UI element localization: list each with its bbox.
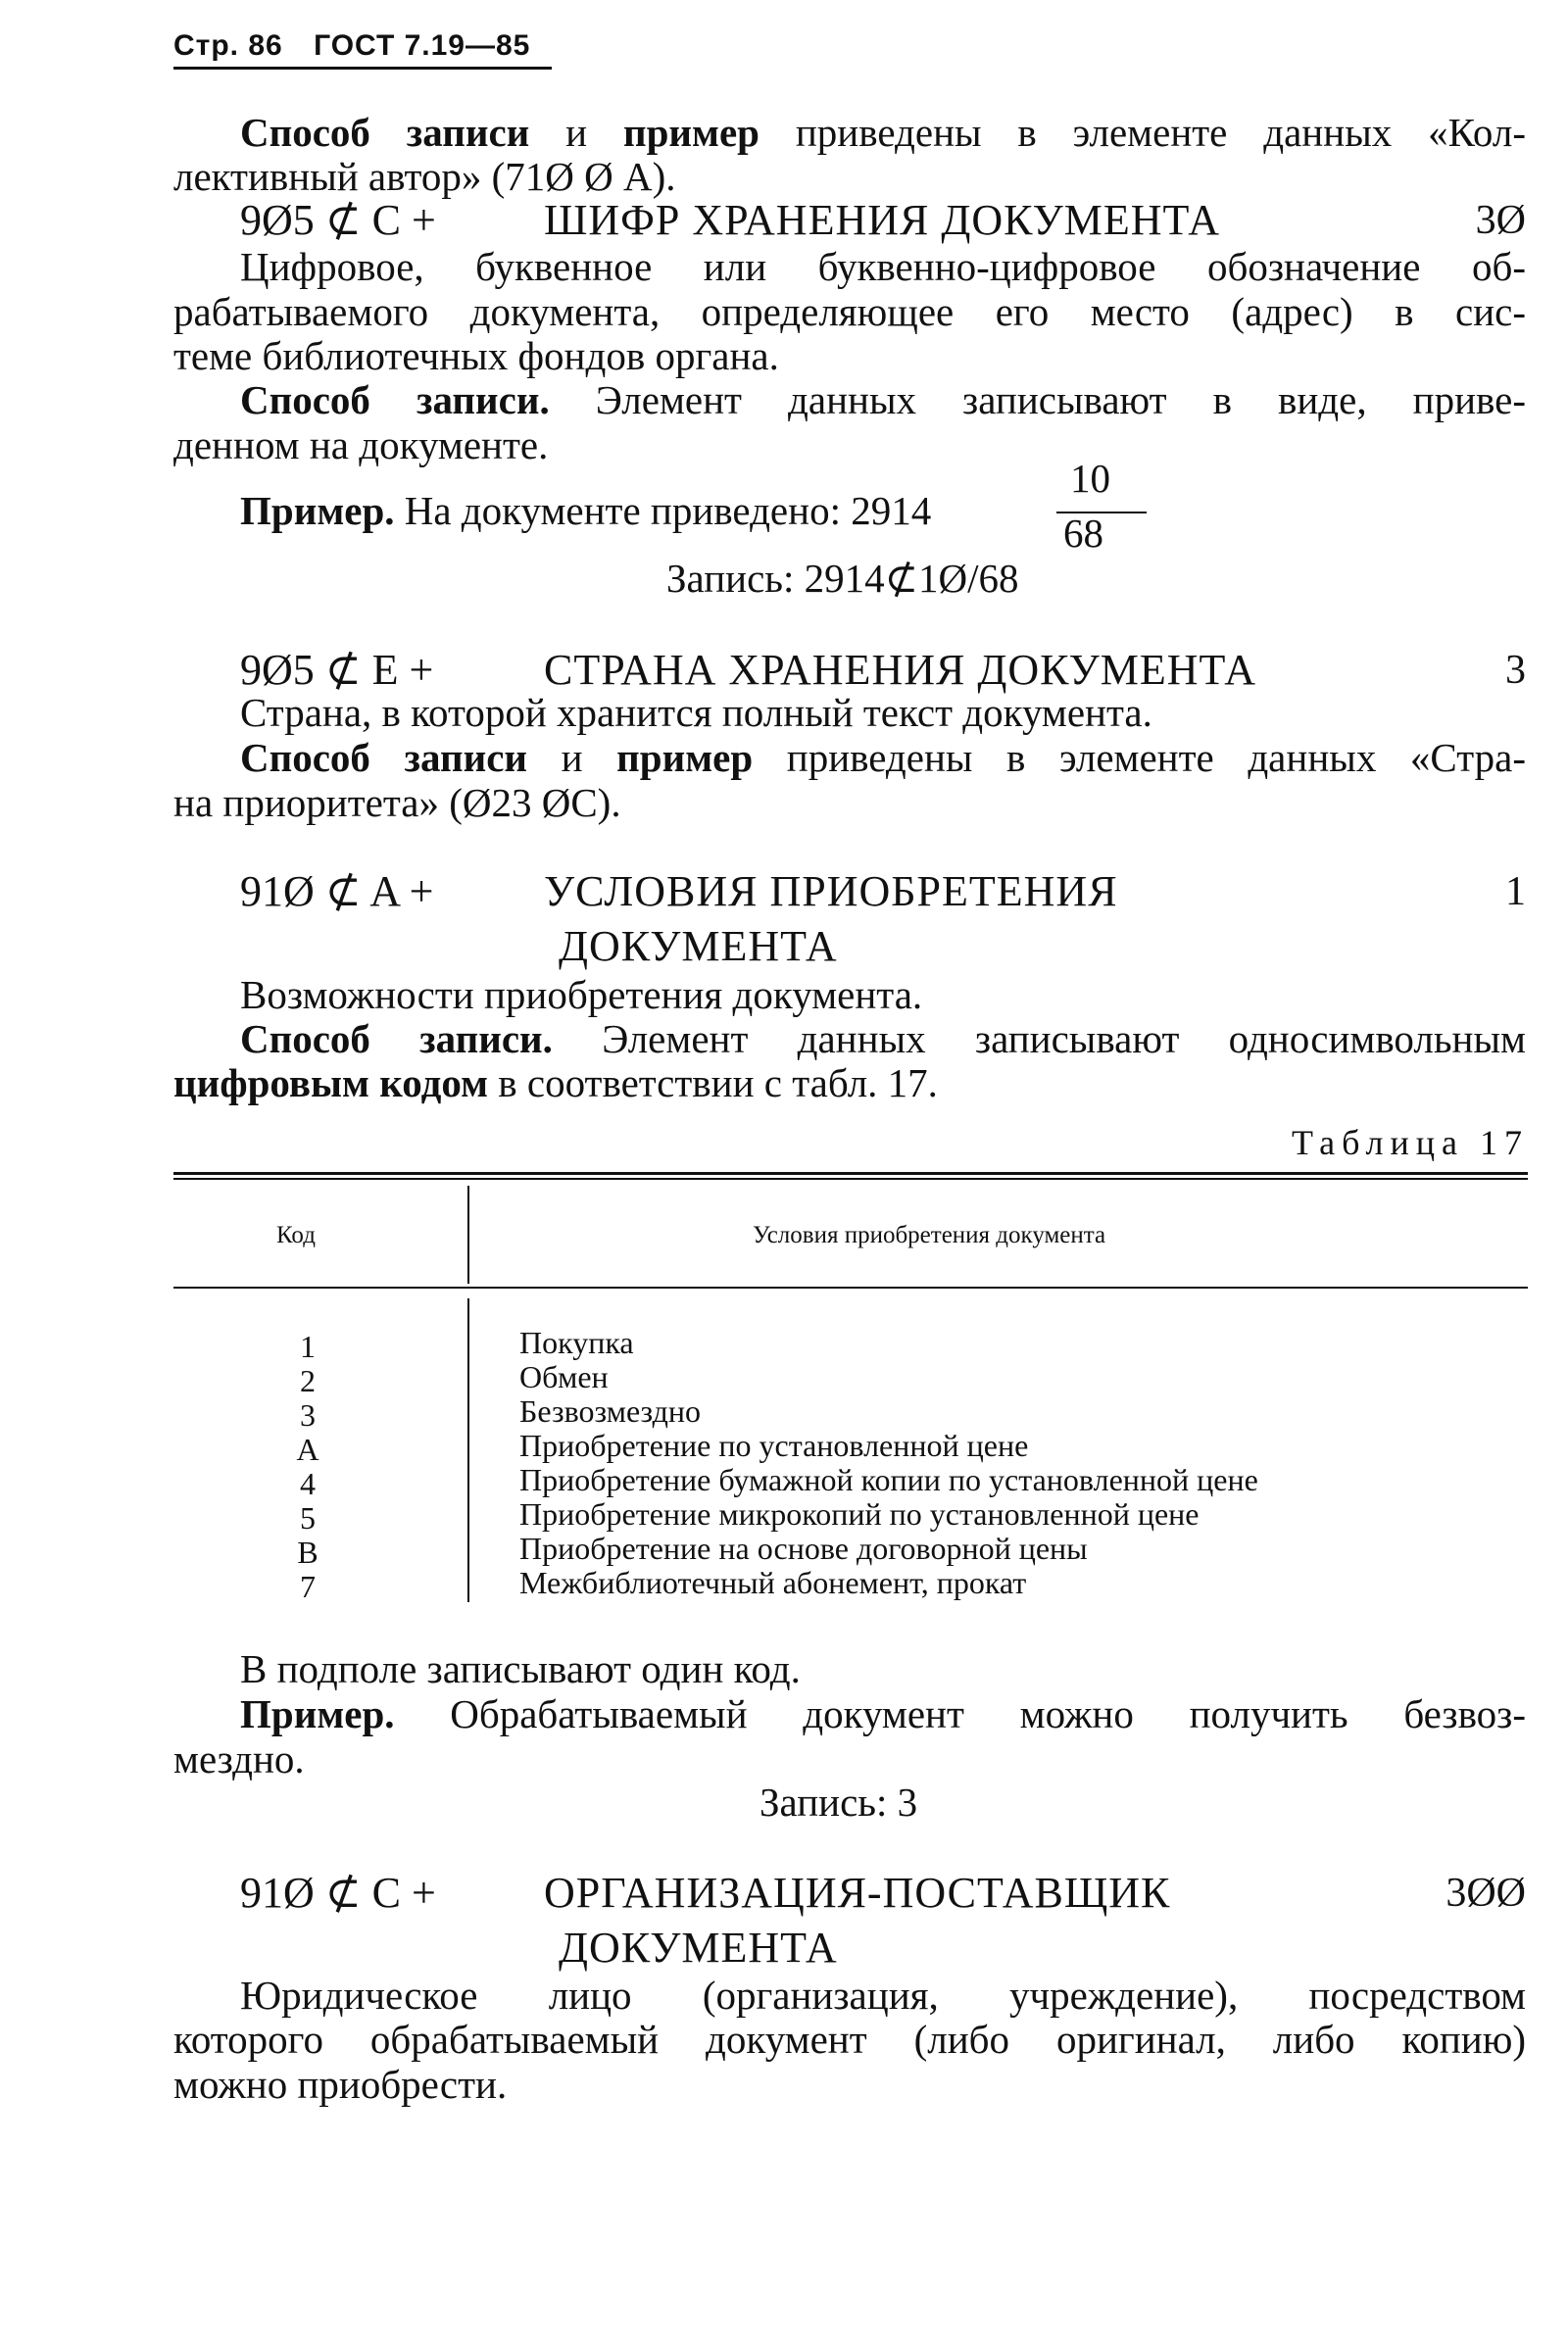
example-905c: Пример. На документе приведено: 2914 [240,488,932,533]
table-row-code: 3 [300,1397,316,1433]
desc-905c-line-1: Цифровое, буквенное или буквенно-цифровое обозначение об- [240,244,1526,289]
method-905e-line-1: Способ записи и пример приведены в элементе данных «Стра- [240,735,1526,780]
table-row-code: А [296,1432,319,1467]
table-row-code: 1 [300,1329,316,1364]
method-905c-line-1: Способ записи. Элемент данных записывают в виде, приве- [240,377,1526,422]
fraction-numerator: 10 [1070,456,1110,501]
method-905e-line-2: на приоритета» (Ø23 ØС). [173,780,621,825]
fraction-denominator: 68 [1063,511,1103,556]
table-header-divider [467,1186,469,1284]
method-910a-line-1: Способ записи. Элемент данных записывают односимвольным [240,1016,1526,1061]
table-row-condition: Приобретение по установленной цене [519,1428,1029,1463]
record-910a: Запись: 3 [760,1780,918,1825]
desc-905c-line-2: рабатываемого документа, определяющее его место (адрес) в сис- [173,289,1526,334]
table-row-condition: Обмен [519,1359,609,1394]
field-title-910a-line-1: УСЛОВИЯ ПРИОБРЕТЕНИЯ [544,867,1118,915]
desc-905c-line-3: теме библиотечных фондов органа. [173,333,779,378]
table-top-rule [173,1172,1528,1175]
table-row-code: 2 [300,1363,316,1398]
table-top-rule-2 [173,1178,1528,1180]
field-title-910c-line-2: ДОКУМЕНТА [559,1924,838,1972]
field-code-905c: 9Ø5 ⊄ C + [240,196,436,244]
desc-910c-line-1: Юридическое лицо (организация, учреждение), посредством [240,1973,1526,2018]
field-code-910c: 91Ø ⊄ C + [240,1869,436,1917]
intro-line-2: лективный автор» (71Ø Ø А). [173,154,676,199]
table-header-rule [173,1287,1528,1289]
desc-905e-line-1: Страна, в которой хранится полный текст документа. [240,690,1152,735]
method-910a-line-2: цифровым кодом в соответствии с табл. 17. [173,1060,938,1105]
table-row-condition: Покупка [519,1325,634,1360]
table-row-code: 4 [300,1466,316,1501]
table-row-condition: Приобретение на основе договорной цены [519,1531,1088,1566]
intro-line-1: Способ записи и пример приведены в элементе данных «Кол- [240,110,1526,155]
table-row-code: В [297,1535,318,1570]
record-905c: Запись: 2914⊄1Ø/68 [666,556,1019,601]
field-code-910a: 91Ø ⊄ A + [240,867,434,915]
field-length-905e: 3 [1505,648,1526,693]
table-header-code: Код [276,1222,316,1248]
field-title-910c-line-1: ОРГАНИЗАЦИЯ-ПОСТАВЩИК [544,1869,1171,1917]
desc-910c-line-2: которого обрабатываемый документ (либо оригинал, либо копию) [173,2017,1526,2062]
field-code-905e: 9Ø5 ⊄ E + [240,646,434,694]
page-number: Стр. 86 [173,29,283,62]
standard-number: ГОСТ 7.19—85 [314,29,531,62]
field-title-905e: СТРАНА ХРАНЕНИЯ ДОКУМЕНТА [544,646,1256,694]
table-row-code: 5 [300,1500,316,1536]
table-row-condition: Приобретение бумажной копии по установленной цене [519,1462,1258,1497]
table-body-divider [467,1298,469,1602]
method-905c-line-2: денном на документе. [173,422,549,467]
table-header-condition: Условия приобретения документа [753,1222,1106,1248]
field-length-910a: 1 [1505,869,1526,914]
page-header [173,29,552,70]
field-length-910c: 3ØØ [1446,1871,1526,1916]
subfield-note: В подполе записывают один код. [240,1646,801,1691]
table-row-condition: Приобретение микрокопий по установленной цене [519,1496,1200,1532]
table-caption: Таблица 17 [1292,1123,1529,1162]
field-title-905c: ШИФР ХРАНЕНИЯ ДОКУМЕНТА [544,196,1220,244]
example-910a-line-1: Пример. Обрабатываемый документ можно получить безвоз- [240,1691,1526,1736]
field-title-910a-line-2: ДОКУМЕНТА [559,922,838,970]
table-row-condition: Безвозмездно [519,1393,701,1429]
table-row-condition: Межбиблиотечный абонемент, прокат [519,1565,1027,1600]
field-length-905c: 3Ø [1475,198,1526,243]
table-row-code: 7 [300,1569,316,1604]
desc-910a-line-1: Возможности приобретения документа. [240,972,923,1017]
example-910a-line-2: мездно. [173,1736,305,1781]
desc-910c-line-3: можно приобрести. [173,2062,508,2107]
